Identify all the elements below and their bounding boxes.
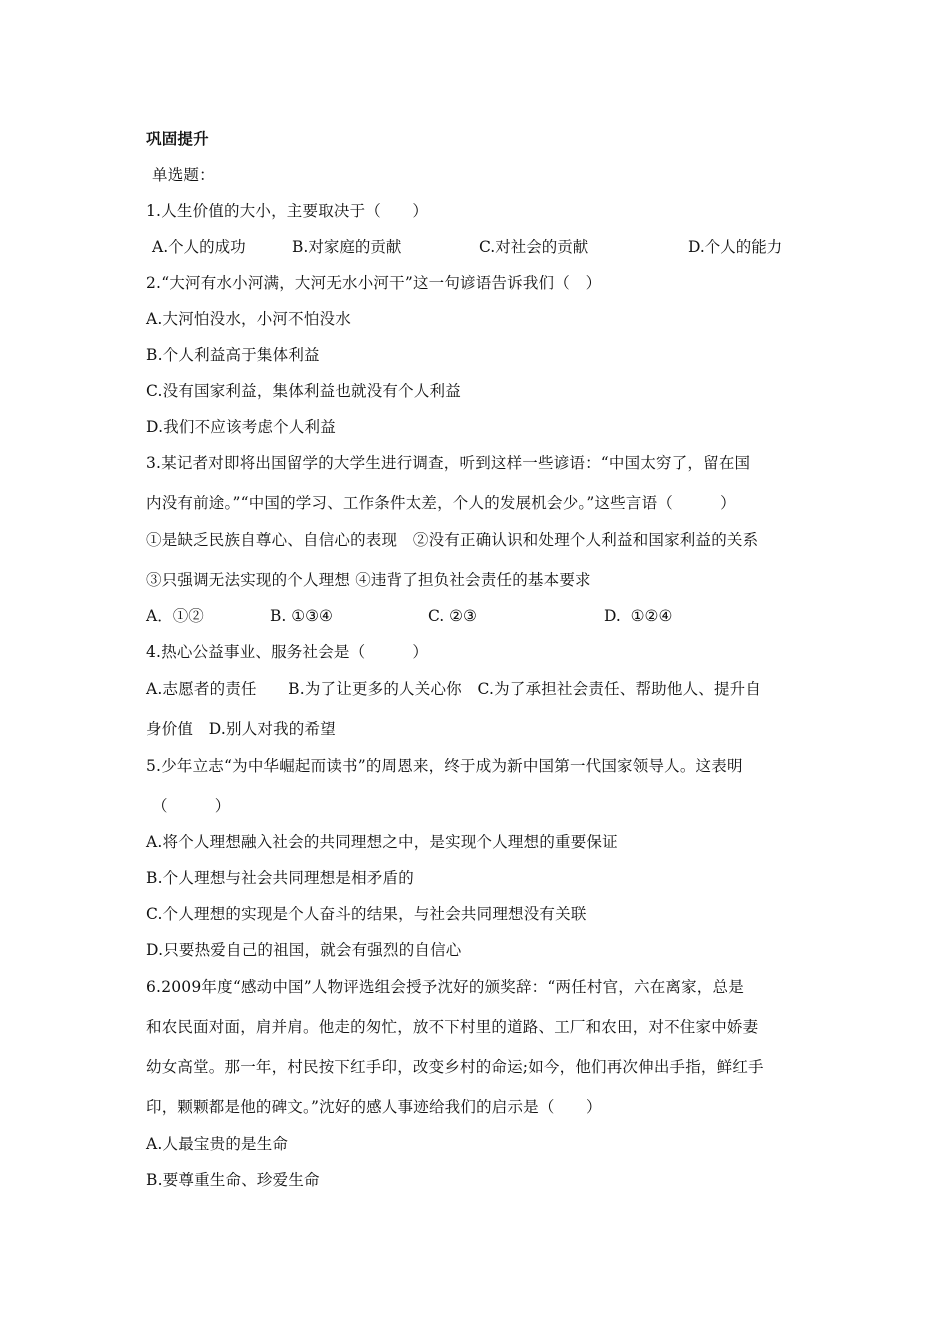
q6-option-a: A.人最宝贵的是生命 (146, 1135, 289, 1153)
q3-option-d: D. ①②④ (604, 607, 673, 625)
q4-options-line2: 身价值 D.别人对我的希望 (146, 720, 336, 738)
q2-option-d: D.我们不应该考虑个人利益 (146, 418, 336, 436)
q4-options-line1: A.志愿者的责任 B.为了让更多的人关心你 C.为了承担社会责任、帮助他人、提升自 (146, 680, 762, 698)
q2-option-b: B.个人利益高于集体利益 (146, 346, 320, 364)
q1-stem: 1.人生价值的大小，主要取决于（ ） (146, 202, 429, 220)
q6-stem-line4: 印，颗颗都是他的碑文。”沈好的感人事迹给我们的启示是（ ） (146, 1098, 602, 1116)
q1-option-b: B.对家庭的贡献 (292, 238, 402, 256)
q1-option-d: D.个人的能力 (688, 238, 783, 256)
q3-option-a: A．①② (146, 607, 204, 625)
q6-stem-line1: 6.2009年度“感动中国”人物评选组会授予沈好的颁奖辞：“两任村官，六在离家，总是 (146, 978, 744, 996)
q5-stem-line2: （ ） (152, 797, 231, 815)
q5-option-b: B.个人理想与社会共同理想是相矛盾的 (146, 869, 414, 887)
q2-option-a: A.大河怕没水，小河不怕没水 (146, 310, 351, 328)
q3-statement-line1: ①是缺乏民族自尊心、自信心的表现 ②没有正确认识和处理个人利益和国家利益的关系 (146, 531, 759, 549)
q5-option-d: D.只要热爱自己的祖国，就会有强烈的自信心 (146, 941, 462, 959)
q6-option-b: B.要尊重生命、珍爱生命 (146, 1171, 320, 1189)
section-title: 巩固提升 (146, 130, 209, 148)
q2-option-c: C.没有国家利益，集体利益也就没有个人利益 (146, 382, 461, 400)
q3-option-c: C. ②③ (428, 607, 477, 625)
q5-option-c: C.个人理想的实现是个人奋斗的结果，与社会共同理想没有关联 (146, 905, 587, 923)
q1-option-c: C.对社会的贡献 (479, 238, 589, 256)
q1-option-a: A.个人的成功 (152, 238, 246, 256)
q2-stem: 2.“大河有水小河满，大河无水小河干”这一句谚语告诉我们（ ） (146, 274, 602, 292)
q5-option-a: A.将个人理想融入社会的共同理想之中，是实现个人理想的重要保证 (146, 833, 618, 851)
question-type-label: 单选题： (152, 166, 215, 184)
q3-stem-line2: 内没有前途。”“中国的学习、工作条件太差，个人的发展机会少。”这些言语（ ） (146, 494, 736, 512)
q3-stem-line1: 3.某记者对即将出国留学的大学生进行调查，听到这样一些谚语：“中国太穷了，留在国 (146, 454, 751, 472)
q4-stem: 4.热心公益事业、服务社会是（ ） (146, 643, 429, 661)
q6-stem-line2: 和农民面对面，肩并肩。他走的匆忙，放不下村里的道路、工厂和农田，对不住家中娇妻 (146, 1018, 759, 1036)
q5-stem-line1: 5.少年立志“为中华崛起而读书”的周恩来，终于成为新中国第一代国家领导人。这表明 (146, 757, 743, 775)
q6-stem-line3: 幼女高堂。那一年，村民按下红手印，改变乡村的命运;如今，他们再次伸出手指，鲜红手 (146, 1058, 764, 1076)
q3-statement-line2: ③只强调无法实现的个人理想 ④违背了担负社会责任的基本要求 (146, 571, 591, 589)
q3-option-b: B. ①③④ (270, 607, 333, 625)
